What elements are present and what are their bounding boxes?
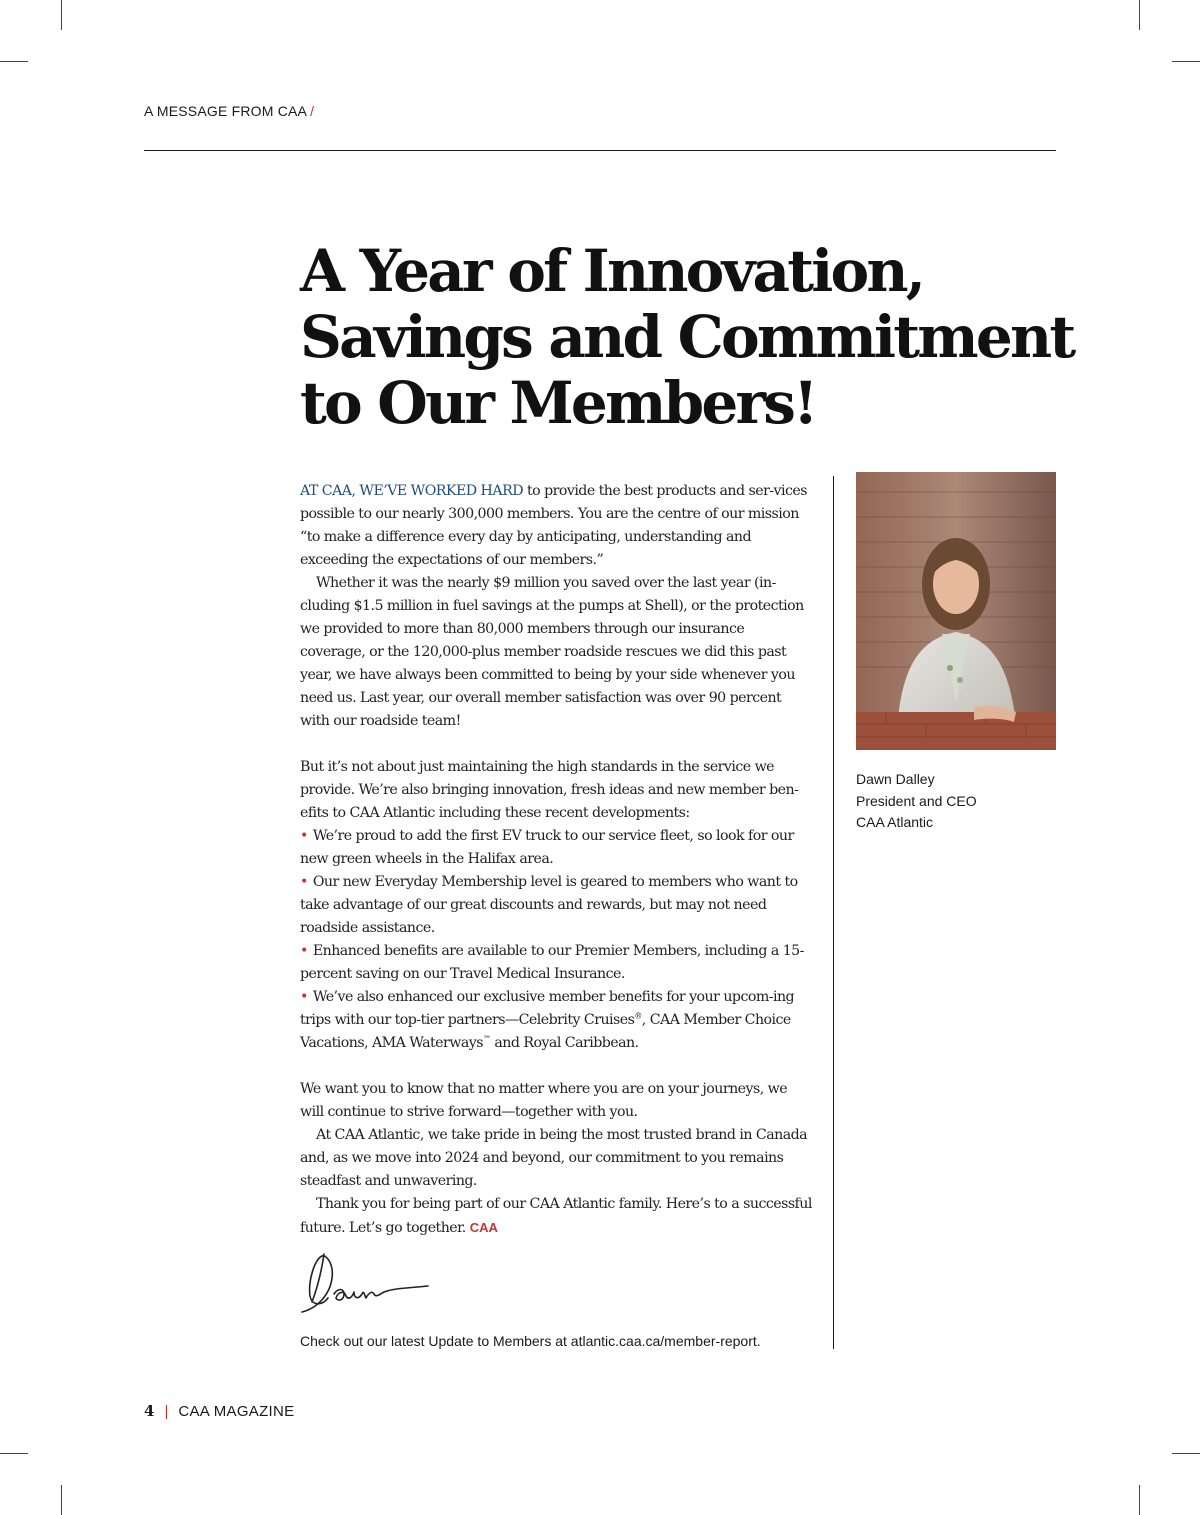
bullet-icon: •	[300, 828, 308, 844]
caption-title: President and CEO	[856, 792, 977, 809]
crop-mark	[1139, 1485, 1140, 1515]
bullet-item	[300, 825, 812, 871]
member-report-link-text: Check out our latest Update to Members at atlantic.caa.ca/member-report.	[300, 1333, 761, 1349]
section-label	[144, 103, 314, 119]
end-mark: CAA	[469, 1220, 498, 1235]
footer-separator: |	[164, 1403, 169, 1420]
paragraph-3: But it’s not about just maintaining the high standards in the service we provide. We’re also bringing innovation, fresh ideas and new member ben-efits to CAA Atlantic including these recent developments:	[300, 759, 799, 821]
caption-org: CAA Atlantic	[856, 814, 934, 830]
page-number: 4	[144, 1402, 155, 1420]
bullet-text: Our new Everyday Membership level is geared to members who want to take advantage of our great discounts and rewards, but may not need roadside assistance.	[300, 874, 798, 936]
bullet-item	[300, 871, 812, 940]
bullet-item	[300, 940, 812, 986]
crop-mark	[0, 1453, 28, 1454]
headline-line-3: to Our Members!	[300, 369, 816, 437]
crop-mark	[1172, 61, 1200, 62]
portrait-caption	[856, 769, 977, 834]
bullet-text: and Royal Caribbean.	[490, 1035, 639, 1051]
portrait-photo	[856, 472, 1056, 750]
caption-name: Dawn Dalley	[856, 771, 935, 787]
crop-mark	[1139, 0, 1140, 30]
paragraph-2: Whether it was the nearly $9 million you saved over the last year (in-cluding $1.5 million in fuel savings at the pumps at Shell), or the protection we provided to more than 80,000 members through our insurance coverage, or the 120,000-plus member roadside rescues we did this past year, we have always been committed to being by your side whenever you need us. Last year, our overall member satisfaction was over 90 percent with our roadside team!	[300, 575, 804, 729]
paragraph-5: At CAA Atlantic, we take pride in being the most trusted brand in Canada and, as we move into 2024 and beyond, our commitment to you remains steadfast and unwavering.	[300, 1127, 808, 1189]
column-divider	[833, 476, 834, 1349]
bullet-text: We’ve also enhanced our exclusive member benefits for your upcom-ing trips with our top-tier partners—Celebrity Cruises	[300, 989, 795, 1028]
publication-name: CAA MAGAZINE	[178, 1403, 295, 1420]
top-rule	[144, 150, 1056, 151]
crop-mark	[1172, 1453, 1200, 1454]
crop-mark	[61, 0, 62, 30]
bullet-icon: •	[300, 989, 308, 1005]
section-label-slash: /	[310, 103, 315, 119]
section-label-text: A MESSAGE FROM CAA	[144, 103, 308, 119]
page-footer	[144, 1402, 294, 1420]
paragraph-1-text: to provide the best products and ser-vices possible to our nearly 300,000 members. You are the centre of our mission “to make a difference every day by anticipating, understanding and exceeding the expectations of our members.”	[300, 483, 807, 568]
bullet-item	[300, 986, 812, 1055]
lead-in: AT CAA, WE’VE WORKED HARD	[300, 483, 524, 499]
bullet-text: , CAA Member Choice Vacations, AMA Waterways	[300, 1012, 791, 1051]
crop-mark	[0, 61, 28, 62]
article-body	[300, 480, 812, 1240]
headline-line-1: A Year of Innovation,	[300, 237, 924, 305]
paragraph-4: We want you to know that no matter where you are on your journeys, we will continue to strive forward—together with you.	[300, 1081, 788, 1120]
bullet-text: Enhanced benefits are available to our Premier Members, including a 15-percent saving on our Travel Medical Insurance.	[300, 943, 804, 982]
bullet-icon: •	[300, 943, 308, 959]
paragraph-6-text: Thank you for being part of our CAA Atlantic family. Here’s to a successful future. Let’s go together.	[300, 1196, 812, 1236]
registered-mark: ®	[634, 1011, 642, 1021]
paragraph-6	[300, 1193, 812, 1240]
trademark-mark: ™	[482, 1034, 491, 1044]
signature-image	[298, 1246, 438, 1320]
crop-mark	[61, 1485, 62, 1515]
paragraph-intro	[300, 480, 812, 572]
bullet-text: We’re proud to add the first EV truck to our service fleet, so look for our new green wheels in the Halifax area.	[300, 828, 794, 867]
bullet-icon: •	[300, 874, 308, 890]
headline-line-2: Savings and Commitment	[300, 303, 1074, 371]
page-title	[300, 238, 1100, 436]
